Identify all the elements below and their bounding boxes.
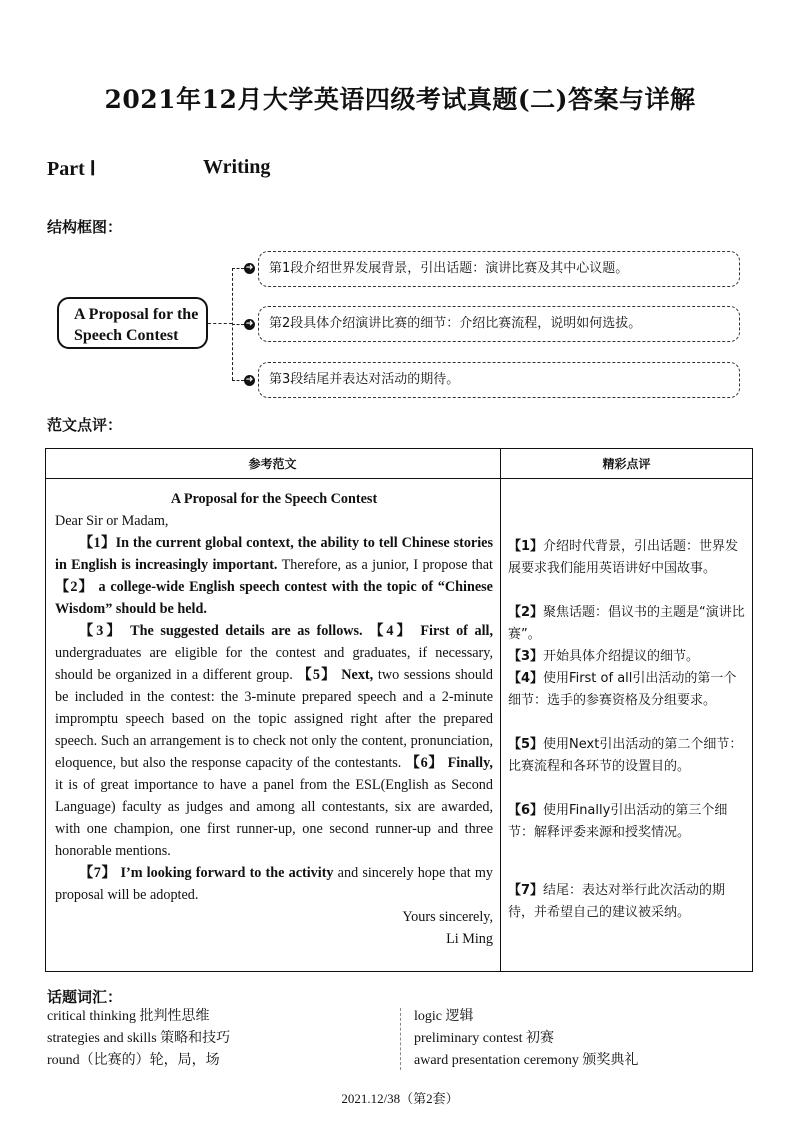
structure-item-2: 第2段具体介绍演讲比赛的细节：介绍比赛流程，说明如何选拔。 [258, 306, 740, 342]
branch-connector-3 [232, 380, 244, 381]
comment-2 [508, 602, 746, 646]
comment-text: 使用Finally引出活动的第三个细节：解释评委来源和授奖情况。 [508, 803, 728, 840]
highlight-5: Next, [336, 667, 374, 683]
review-heading: 范文点评： [47, 416, 123, 434]
part-title: Writing [203, 156, 271, 178]
arrow-bullet-icon: ➜ [245, 263, 254, 273]
arrow-bullet-icon: ➜ [245, 375, 254, 385]
branch-connector-2 [232, 324, 244, 325]
table-header-divider [45, 478, 753, 479]
text-7: and sincerely hope that my proposal will be adopted. [55, 865, 493, 903]
marker-3: 【3】 [79, 623, 124, 639]
comment-text: 开始具体介绍提议的细节。 [543, 649, 700, 664]
highlight-1: In the current global context, the ability to tell Chinese stories in English is increasingly important. [55, 535, 493, 573]
marker-5: 【5】 [292, 667, 337, 683]
text-6: it is of great importance to have a panel from the ESL(English as Second Language) faculty as judges and among all contestants, six are awarded, with one champion, one first runner-up, one second runner-up and three honorable mentions. [55, 777, 493, 859]
text-5: two sessions should be included in the contest: the 3-minute prepared speech and a 2-minute impromptu speech based on the topic assigned right after the prepared speech. Such an arrangement is to check not only the content, pronunciation, eloquence, but also the response capacity of the contestants. [55, 667, 493, 771]
comment-text: 聚焦话题：倡议书的主题是“演讲比赛”。 [508, 605, 745, 642]
essay-title: A Proposal for the Speech Contest [170, 491, 378, 507]
comment-3 [508, 646, 746, 668]
essay-paragraph-3 [55, 862, 493, 906]
vocab-item: strategies and skills 策略和技巧 [47, 1031, 231, 1046]
structure-item-3: 第3段结尾并表达对活动的期待。 [258, 362, 740, 398]
page-footer: 2021.12/38（第2套） [341, 1091, 459, 1106]
marker-1: 【1】 [79, 535, 116, 551]
comment-tag: 【5】 [508, 737, 544, 752]
highlight-2: a college-wide English speech contest with the topic of “Chinese Wisdom” should be held. [55, 579, 493, 617]
structure-item-1: 第1段介绍世界发展背景，引出话题：演讲比赛及其中心议题。 [258, 251, 740, 287]
comment-text: 介绍时代背景，引出话题：世界发展要求我们能用英语讲好中国故事。 [508, 539, 739, 576]
marker-2: 【2】 [55, 579, 94, 595]
comment-6 [508, 800, 746, 844]
vocab-right-list [414, 1006, 638, 1072]
comment-4 [508, 668, 746, 712]
structure-root-line-1: A Proposal for the [74, 306, 199, 323]
comment-text: 结尾：表达对举行此次活动的期待，并希望自己的建议被采纳。 [508, 883, 726, 920]
branch-connector-1 [232, 268, 244, 269]
comment-text: 使用Next引出活动的第二个细节：比赛流程和各环节的设置目的。 [508, 737, 743, 774]
model-essay [55, 488, 493, 950]
comment-tag: 【7】 [508, 883, 544, 898]
structure-root-line-2: Speech Contest [74, 327, 179, 344]
comment-tag: 【4】 [508, 671, 544, 686]
comment-7 [508, 880, 746, 924]
structure-heading: 结构框图： [47, 218, 123, 236]
comment-tag: 【6】 [508, 803, 544, 818]
text-1: Therefore, as a junior, I propose that [277, 557, 493, 573]
arrow-bullet-icon: ➜ [245, 319, 254, 329]
comment-1 [508, 536, 746, 580]
root-connector [208, 323, 232, 324]
vocab-item: critical thinking 批判性思维 [47, 1009, 210, 1024]
essay-closing: Yours sincerely, [402, 909, 493, 925]
essay-greeting: Dear Sir or Madam, [55, 513, 169, 529]
vocab-item: award presentation ceremony 颁奖典礼 [414, 1053, 639, 1068]
comment-5 [508, 734, 746, 778]
marker-7: 【7】 [79, 865, 117, 881]
vocab-heading: 话题词汇： [47, 988, 123, 1006]
table-column-divider [500, 448, 501, 972]
highlight-4: First of all, [413, 623, 493, 639]
part-label: Part Ⅰ [47, 158, 96, 180]
marker-6: 【6】 [401, 755, 444, 771]
marker-4: 【4】 [362, 623, 414, 639]
vocab-item: preliminary contest 初赛 [414, 1031, 554, 1046]
vocab-item: round（比赛的）轮，局，场 [47, 1053, 220, 1068]
column-header-essay: 参考范文 [248, 457, 297, 471]
vocab-divider [400, 1008, 401, 1070]
comment-tag: 【3】 [508, 649, 544, 664]
highlight-7: I’m looking forward to the activity [116, 865, 334, 881]
comment-tag: 【1】 [508, 539, 544, 554]
comment-text: 使用First of all引出活动的第一个细节：选手的参赛资格及分组要求。 [508, 671, 737, 708]
highlight-3: The suggested details are as follows. [123, 623, 363, 639]
comment-tag: 【2】 [508, 605, 544, 620]
essay-paragraph-2 [55, 620, 493, 862]
page-title: 2021年12月大学英语四级考试真题(二)答案与详解 [104, 85, 696, 114]
highlight-6: Finally, [443, 755, 493, 771]
text-4: undergraduates are eligible for the contest and graduates, if necessary, should be organized in a different group. [55, 645, 493, 683]
vocab-item: logic 逻辑 [414, 1009, 474, 1024]
structure-root-box [57, 297, 208, 349]
essay-paragraph-1 [55, 532, 493, 620]
column-header-comment: 精彩点评 [602, 457, 651, 471]
essay-signature: Li Ming [446, 931, 493, 947]
vocab-left-list [47, 1006, 230, 1072]
